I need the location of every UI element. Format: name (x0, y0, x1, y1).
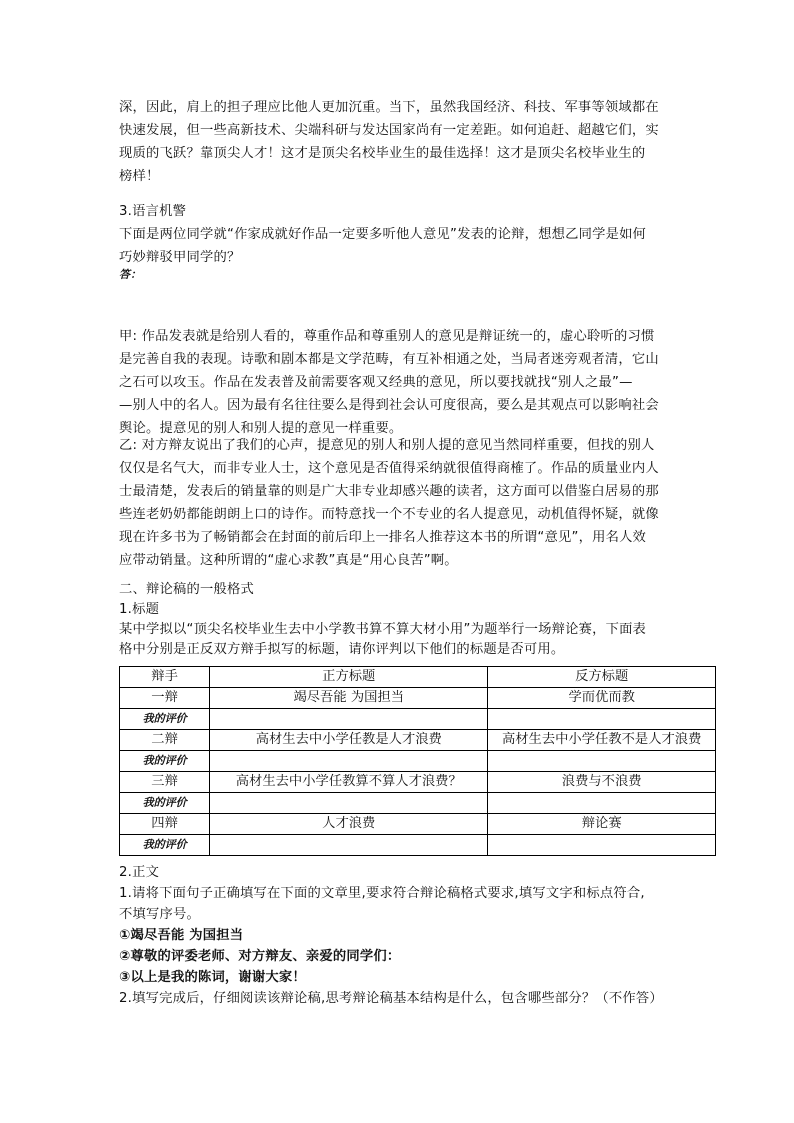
text-line: 舆论。提意见的别人和别人提的意见一样重要。 (119, 421, 403, 436)
debater-cell: 一辩 (120, 688, 210, 709)
debater-cell: 四辩 (120, 814, 210, 835)
text-line: 士最清楚，发表后的销量靠的则是广大非专业却感兴趣的读者，这方面可以借鉴白居易的那 (119, 484, 659, 499)
header-debater: 辩手 (120, 667, 210, 688)
text-line: 榜样！ (119, 169, 160, 184)
pro-title-cell: 人才浪费 (210, 814, 488, 835)
text-line: 应带动销量。这种所谓的“虚心求教”真是“用心良苦”啊。 (119, 553, 458, 568)
part-2-body (119, 862, 699, 1009)
question-line: 2.填写完成后，仔细阅读该辩论稿,思考辩论稿基本结构是什么，包含哪些部分？（不作答） (119, 991, 663, 1006)
table-row (120, 772, 716, 793)
eval-con-input[interactable] (488, 835, 716, 856)
eval-label: 我的评价 (120, 793, 210, 814)
text-line: 之石可以攻玉。作品在发表普及前需要客观又经典的意见，所以要找就找“别人之最”— (119, 375, 633, 390)
question-line: 1.请将下面句子正确填写在下面的文章里,要求符合辩论稿格式要求,填写文字和标点符合, (119, 886, 645, 901)
sub-heading: 2.正文 (119, 865, 160, 880)
question-line: 下面是两位同学就“作家成就好作品一定要多听他人意见”发表的论辩，想想乙同学是如何 (119, 227, 647, 242)
eval-row (120, 835, 716, 856)
part-2 (119, 580, 691, 660)
section-heading: 3.语言机警 (119, 204, 187, 219)
top-paragraph (119, 96, 691, 188)
pro-title-cell: 高材生去中小学任教是人才浪费 (210, 730, 488, 751)
text-line: —别人中的名人。因为最有名往往要么是得到社会认可度很高，要么是其观点可以影响社会 (119, 398, 659, 413)
con-title-cell: 高材生去中小学任教不是人才浪费 (488, 730, 716, 751)
eval-label: 我的评价 (120, 709, 210, 730)
eval-label: 我的评价 (120, 835, 210, 856)
text-line: 现质的飞跃？靠顶尖人才！这才是顶尖名校毕业生的最佳选择！这才是顶尖名校毕业生的 (119, 146, 646, 161)
sub-heading: 1.标题 (119, 602, 160, 617)
text-line: 是完善自我的表现。诗歌和剧本都是文学范畴，有互补相通之处，当局者迷旁观者清，它山 (119, 352, 659, 367)
text-line: 现在许多书为了畅销都会在封面的前后印上一排名人推荐这本书的所谓“意见”，用名人效 (119, 530, 647, 545)
header-pro: 正方标题 (210, 667, 488, 688)
con-title-cell: 辩论赛 (488, 814, 716, 835)
pro-title-cell: 高材生去中小学任教算不算人才浪费？ (210, 772, 488, 793)
answer-label: 答： (119, 268, 142, 281)
question-line: 不填写序号。 (119, 907, 200, 922)
debate-title-table (119, 666, 716, 856)
text-line: 些连老奶奶都能朗朗上口的诗作。而特意找一个不专业的名人提意见，动机值得怀疑，就像 (119, 507, 659, 522)
question-line: 巧妙辩驳甲同学的？ (119, 250, 241, 265)
eval-row (120, 751, 716, 772)
debate-yi (119, 434, 691, 572)
text-line: 快速发展，但一些高新技术、尖端科研与发达国家尚有一定差距。如何追赶、超越它们，实 (119, 123, 659, 138)
eval-pro-input[interactable] (210, 751, 488, 772)
text-line: 仅仅是名气大，而非专业人士，这个意见是否值得采纳就很值得商榷了。作品的质量业内人 (119, 461, 659, 476)
table-row (120, 814, 716, 835)
eval-con-input[interactable] (488, 793, 716, 814)
eval-label: 我的评价 (120, 751, 210, 772)
intro-line: 某中学拟以“顶尖名校毕业生去中小学教书算不算大材小用”为题举行一场辩论赛，下面表 (119, 622, 647, 637)
eval-pro-input[interactable] (210, 835, 488, 856)
eval-row (120, 793, 716, 814)
text-line: 深，因此，肩上的担子理应比他人更加沉重。当下，虽然我国经济、科技、军事等领域都在 (119, 100, 659, 115)
table-header-row (120, 667, 716, 688)
pro-title-cell: 竭尽吾能 为国担当 (210, 688, 488, 709)
con-title-cell: 浪费与不浪费 (488, 772, 716, 793)
option-3: ③以上是我的陈词，谢谢大家！ (119, 970, 306, 985)
table-row (120, 730, 716, 751)
eval-pro-input[interactable] (210, 709, 488, 730)
con-title-cell: 学而优而教 (488, 688, 716, 709)
text-line: 甲: 作品发表就是给别人看的，尊重作品和尊重别人的意见是辩证统一的，虚心聆听的习惯 (119, 329, 655, 344)
eval-con-input[interactable] (488, 751, 716, 772)
eval-row (120, 709, 716, 730)
debate-jia (119, 325, 691, 440)
eval-pro-input[interactable] (210, 793, 488, 814)
debater-cell: 二辩 (120, 730, 210, 751)
section-3 (119, 200, 691, 269)
table-row (120, 688, 716, 709)
eval-con-input[interactable] (488, 709, 716, 730)
header-con: 反方标题 (488, 667, 716, 688)
part-heading: 二、辩论稿的一般格式 (119, 582, 254, 597)
option-2: ②尊敬的评委老师、对方辩友、亲爱的同学们： (119, 949, 401, 964)
text-line: 乙: 对方辩友说出了我们的心声，提意见的别人和别人提的意见当然同样重要，但找的别人 (119, 438, 655, 453)
option-1: ①竭尽吾能 为国担当 (119, 928, 244, 943)
debater-cell: 三辩 (120, 772, 210, 793)
intro-line: 格中分别是正反双方辩手拟写的标题，请你评判以下他们的标题是否可用。 (119, 642, 565, 657)
